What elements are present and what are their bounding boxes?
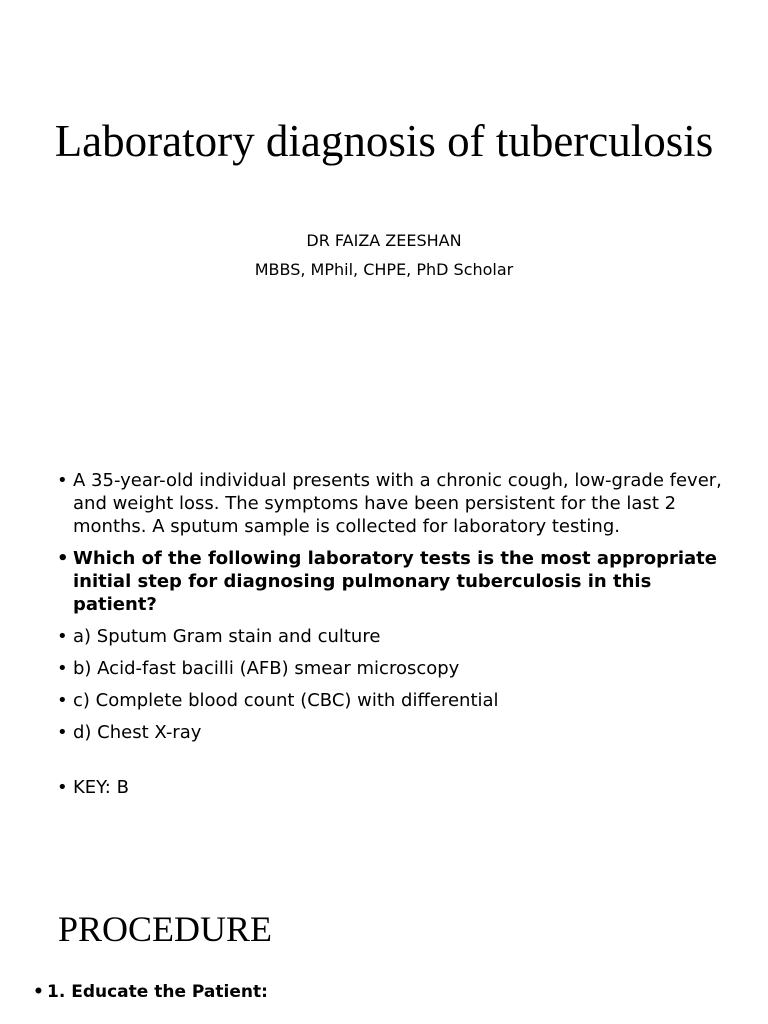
answer-key — [57, 776, 725, 799]
option-c — [57, 689, 725, 712]
question-stem — [57, 547, 725, 616]
option-text: d) Chest X-ray — [73, 722, 202, 743]
bullet-icon: • — [33, 982, 44, 1002]
bullet-icon: • — [57, 658, 68, 679]
option-b — [57, 657, 725, 680]
procedure-heading: PROCEDURE — [58, 909, 273, 949]
case-description — [57, 469, 725, 538]
bullet-icon: • — [57, 470, 68, 491]
case-text: A 35-year-old individual presents with a chronic cough, low-grade fever, and weight loss. The symptoms have been persistent for the last 2 months. A sputum sample is collected for laboratory testing. — [73, 470, 722, 537]
procedure-step-text: 1. Educate the Patient: — [47, 982, 268, 1002]
procedure-step — [33, 981, 268, 1003]
answer-key-text: KEY: B — [73, 777, 129, 798]
bullet-icon: • — [57, 690, 68, 711]
question-text: Which of the following laboratory tests is the most appropriate initial step for diagnosing pulmonary tuberculosis in this patient? — [73, 548, 717, 615]
option-d — [57, 721, 725, 744]
author-credentials: MBBS, MPhil, CHPE, PhD Scholar — [254, 260, 514, 279]
bullet-icon: • — [57, 548, 69, 569]
option-a — [57, 625, 725, 648]
option-text: b) Acid-fast bacilli (AFB) smear microscopy — [73, 658, 460, 679]
bullet-icon: • — [57, 626, 68, 647]
question-list — [57, 469, 725, 808]
bullet-icon: • — [57, 722, 68, 743]
bullet-icon: • — [57, 777, 68, 798]
slide-title: Laboratory diagnosis of tuberculosis — [54, 116, 714, 166]
option-text: c) Complete blood count (CBC) with differential — [73, 690, 499, 711]
option-text: a) Sputum Gram stain and culture — [73, 626, 381, 647]
author-name: DR FAIZA ZEESHAN — [306, 231, 462, 250]
